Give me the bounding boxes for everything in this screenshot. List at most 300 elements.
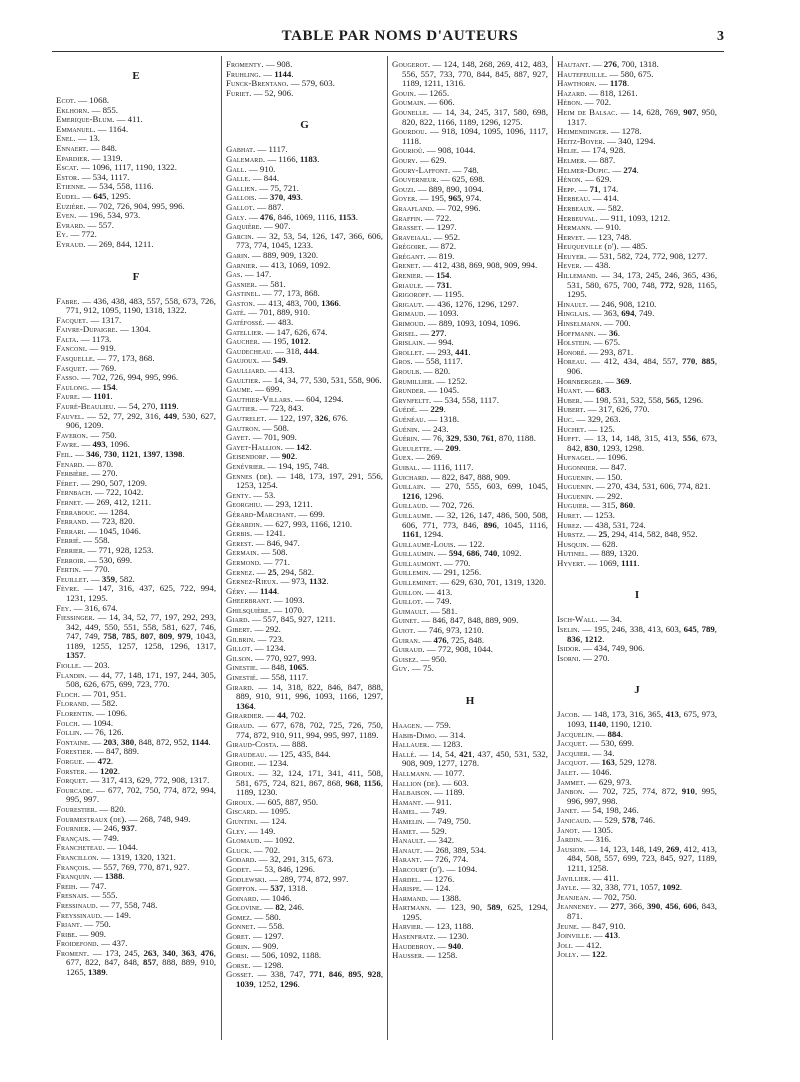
author-name: Genty. (226, 489, 252, 500)
page-refs: — 629, 630, 701, 1319, 1320. (440, 577, 546, 588)
page-refs: — 723. (257, 633, 284, 644)
author-name: Gérard-Marchant. (226, 508, 297, 519)
index-entry (392, 127, 548, 146)
page-refs: — 683. (585, 385, 612, 396)
page-refs: — 1258. (426, 950, 458, 961)
author-name: Hallé. (392, 748, 417, 759)
page-refs: — 34. (599, 614, 622, 625)
page-refs: — 476, 846, 1069, 1116, 1153. (249, 211, 358, 222)
author-name: Guillaume-Louis. (392, 538, 456, 549)
author-name: Hervet. (557, 231, 586, 242)
page-refs: — 534, 558, 1116. (88, 181, 154, 192)
author-name: Gluck. (226, 844, 252, 855)
bold-page-ref: 1357 (66, 650, 84, 661)
author-name: Gérardin. (226, 518, 263, 529)
author-name: Hurstz. (557, 529, 586, 540)
author-name: Hornberger. (557, 375, 603, 386)
author-name: Iselin. (557, 624, 580, 635)
page-refs: — 558, 1117. (260, 672, 309, 683)
page-refs: — 436, 1276, 1296, 1297. (426, 298, 519, 309)
bold-page-ref: 263 (143, 947, 157, 958)
page-refs: — 844. (252, 173, 280, 184)
page-refs: — 32, 291, 315, 673. (258, 854, 334, 865)
page-refs: — 485. (621, 241, 648, 252)
letter-heading: G (300, 119, 309, 132)
page-number: 3 (717, 29, 724, 44)
bold-page-ref: 36 (609, 327, 618, 338)
page-refs: — 44, 702. (266, 710, 306, 721)
page-refs: — 293, 441. (426, 346, 471, 357)
page-refs: — 122. (580, 949, 608, 960)
author-name: Froidefond. (56, 938, 99, 949)
page-refs: — 700. (604, 318, 631, 329)
author-name: Girardier. (226, 710, 264, 721)
bold-page-ref: 771 (309, 969, 323, 980)
author-name: Hartmann. (392, 902, 432, 913)
letter-heading: H (465, 695, 475, 707)
author-name: Harcourt (d'). (392, 863, 445, 874)
author-name: Gheerbrant. (226, 595, 272, 606)
author-name: Giroux. (226, 767, 255, 778)
bold-page-ref: 761 (481, 433, 495, 444)
bold-page-ref: 1121 (121, 449, 139, 459)
page-refs: — 1297. (425, 222, 457, 233)
page-refs: — 603. (442, 777, 469, 788)
author-name: Goret. (226, 931, 251, 942)
author-name: Euzière. (56, 200, 86, 211)
page-refs: — 124, 148, 268, 269, 412, 483, 556, 557, 733, 770, 844, 845, 887, 927, 1189, 1211, 1316. (402, 59, 548, 89)
page-refs: — 277. (420, 327, 447, 338)
page-refs: — 32, 53, 54, 126, 147, 366, 606, 773, 774, 1045, 1233. (236, 230, 383, 251)
page-refs: — 292. (254, 624, 281, 635)
bold-page-ref: 1216 (402, 490, 420, 501)
page-refs: — 292. (595, 490, 623, 501)
page-refs: — 848, 1065. (260, 662, 309, 673)
page-refs: — 1234. (254, 643, 286, 654)
page-refs: — 483. (266, 317, 294, 328)
bold-page-ref: 940 (448, 940, 462, 951)
bold-page-ref: 1144 (191, 736, 209, 747)
bold-page-ref: 1144 (274, 68, 292, 79)
page-refs: — 1068. (78, 95, 110, 105)
page-refs: — 1077. (433, 767, 465, 778)
bold-page-ref: 758 (103, 631, 117, 642)
author-name: Haudebroy. (392, 940, 435, 951)
bold-page-ref: 209 (445, 442, 459, 453)
index-entry (392, 482, 548, 501)
page-refs: — 1093. (427, 308, 459, 319)
author-name: Girodie. (226, 758, 256, 769)
page-refs: — 1297. (253, 931, 284, 942)
bold-page-ref: 910 (681, 786, 695, 797)
bold-page-ref: 274 (623, 164, 637, 175)
author-name: Fourestier. (56, 803, 98, 814)
author-name: Even. (56, 210, 77, 221)
author-name: Grislain. (392, 337, 426, 348)
page-refs: — 605, 887, 950. (256, 796, 319, 807)
bold-page-ref: 1132 (309, 576, 327, 587)
index-entry (557, 710, 717, 729)
author-name: Gas. (226, 269, 243, 280)
bold-page-ref: 122 (591, 949, 606, 960)
page-refs: — 14, 318, 822, 846, 847, 888, 889, 910, 911, 996, 1093, 1166, 1297, 1364. (236, 681, 384, 711)
author-name: Furiet. (226, 87, 252, 98)
page-refs: — 771. (263, 556, 290, 567)
page-refs: — 529, 578, 746. (593, 814, 656, 825)
author-name: Isch-Wall. (557, 614, 598, 625)
page-refs: — 1304. (119, 324, 151, 335)
author-name: Epardier. (56, 152, 90, 163)
author-name: Gueulette. (392, 442, 433, 453)
page-refs: — 291, 1256. (432, 567, 482, 578)
author-name: Goumain. (392, 97, 427, 108)
page-refs: — 911. (425, 796, 452, 807)
author-name: Isorni. (557, 652, 581, 663)
page-refs: — 77, 173, 868. (262, 288, 320, 299)
bold-page-ref: 1153 (338, 211, 356, 222)
page-refs: — 412. (575, 939, 602, 950)
author-name: Falta. (56, 333, 79, 344)
page-refs: — 1388. (93, 871, 125, 882)
author-name: Goiffon. (226, 883, 258, 894)
page-refs: — 558. (257, 921, 285, 932)
author-name: Ginestie. (226, 662, 259, 673)
author-name: Faivre-Dupaigre. (56, 324, 118, 335)
page-refs: — 1319, 1320, 1321. (101, 851, 176, 862)
page-refs: — 154. (425, 270, 452, 281)
page-refs: — 1044. (107, 842, 138, 853)
page-refs: — 1116, 1117. (421, 461, 474, 472)
author-name: Hanault. (392, 835, 426, 846)
page-refs: — 122. (458, 538, 485, 549)
author-name: Forquet. (56, 775, 89, 786)
author-name: Fontaine. (56, 736, 91, 747)
page-refs: — 82, 246. (264, 902, 304, 913)
author-name: Huc. (557, 413, 575, 424)
author-name: Janet. (557, 805, 580, 816)
page-refs: — 701, 951. (82, 688, 127, 699)
page-refs: — 268, 748, 949. (128, 813, 191, 824)
index-entry (557, 559, 717, 569)
author-name: Fresnais. (56, 890, 89, 901)
author-name: Gautier. (226, 403, 258, 414)
bold-page-ref: 71 (589, 183, 599, 194)
author-name: Gerbis. (226, 528, 253, 539)
author-name: Hermann. (557, 222, 593, 233)
bold-page-ref: 154 (436, 270, 450, 281)
author-name: Hinglais. (557, 308, 591, 319)
author-name: Hardel. (392, 873, 422, 884)
index-entry (557, 271, 717, 300)
page-refs: — 702, 726, 994, 995, 996. (81, 372, 179, 383)
author-name: Huguier. (557, 500, 590, 511)
page-refs: — 413, 483, 700, 1366. (257, 297, 341, 308)
author-name: Gayet. (226, 432, 251, 443)
author-name: Gauthier-Villars. (226, 393, 293, 404)
author-name: Hallmann. (392, 767, 432, 778)
author-name: Guillon. (392, 586, 424, 597)
page-refs: — 246, 908, 1210. (590, 298, 657, 309)
author-name: Grimaud. (392, 308, 426, 319)
author-name: Gaté. (226, 307, 247, 318)
bold-page-ref: 846 (328, 969, 342, 980)
page-refs: — 243. (422, 423, 449, 434)
page-refs: — 1173. (80, 333, 112, 344)
bold-page-ref: 549 (272, 355, 286, 366)
page-refs: — 731. (425, 279, 452, 290)
author-name: Forster. (56, 765, 87, 776)
author-name: Isidor. (557, 643, 581, 654)
index-entry (392, 511, 548, 540)
author-name: Eklhorn. (56, 104, 90, 115)
author-name: Grenier. (392, 270, 424, 281)
author-name: Joinville. (557, 930, 592, 941)
page-refs: — 772. (70, 229, 97, 240)
author-name: Gallot. (226, 201, 255, 212)
author-name: Galy. (226, 211, 247, 222)
page-refs: — 1045. (428, 385, 460, 396)
author-name: Freih. (56, 880, 78, 891)
page-refs: — 434, 749, 906. (583, 643, 645, 654)
page-refs: — 54, 198, 246. (581, 805, 639, 816)
bold-page-ref: 1156 (363, 777, 381, 788)
page-refs: — 195, 965, 974. (419, 193, 482, 204)
author-name: Fourmestraux (de). (56, 813, 127, 824)
page-refs: — 147, 316, 437, 625, 722, 994, 1231, 1295. (66, 583, 217, 603)
page-refs: — 558, 1117. (414, 356, 463, 367)
bold-page-ref: 730 (103, 449, 117, 459)
author-name: Husquin. (557, 538, 590, 549)
page-refs: — 908, 1044. (426, 145, 476, 156)
page-refs: — 438. (584, 260, 611, 271)
page-refs: — 1305. (582, 824, 613, 835)
page-refs: — 76, 126. (84, 727, 124, 738)
index-entry (392, 951, 548, 961)
bold-page-ref: 979 (177, 631, 191, 642)
page-refs: — 268, 389, 534. (424, 844, 487, 855)
author-name: Grollet. (392, 346, 425, 357)
page-refs: — 316. (584, 834, 611, 845)
bold-page-ref: 1161 (402, 529, 420, 540)
author-name: Francheteau. (56, 842, 105, 853)
page-refs: — 293, 871. (589, 346, 634, 357)
bold-page-ref: 476 (260, 211, 274, 222)
page-refs: — 14, 34, 52, 77, 197, 292, 293, 342, 449, 550, 551, 558, 581, 627, 746, 747, 749, 758, 785, 807, 809, 979, 1043, 1189, 1255, 1257, 1258, 1296, 1317, 1357. (66, 612, 217, 661)
author-name: Huguenin. (557, 481, 594, 492)
author-name: Horeau. (557, 356, 587, 367)
author-name: Jausion. (557, 843, 587, 854)
author-name: Jayle. (557, 882, 579, 893)
page-refs: — 149. (248, 825, 276, 836)
page-refs: — 506, 1092, 1188. (251, 950, 322, 961)
author-name: Girard. (226, 681, 254, 692)
author-name: Etienne. (56, 181, 87, 192)
page-refs: — 25, 294, 414, 582, 848, 952. (587, 529, 698, 540)
author-name: Guiran. (392, 634, 421, 645)
page-refs: — 148, 173, 197, 291, 556, 1253, 1254. (236, 470, 383, 491)
author-name: Guénin. (392, 423, 420, 434)
bold-page-ref: 154 (102, 381, 116, 392)
bold-page-ref: 785 (121, 631, 135, 642)
bold-page-ref: 968 (345, 777, 359, 788)
page-refs: — 677, 702, 750, 774, 872, 994, 995, 997. (66, 784, 216, 805)
bold-page-ref: 329 (446, 433, 460, 444)
author-name: Hamant. (392, 796, 424, 807)
page-refs: — 414. (592, 193, 619, 204)
page-refs: — 13. (77, 133, 100, 144)
author-name: Garcin. (226, 230, 254, 241)
index-entry (56, 671, 216, 690)
author-name: Gilbrin. (226, 633, 256, 644)
bold-page-ref: 1296 (280, 979, 298, 990)
bold-page-ref: 884 (607, 728, 621, 739)
author-name: Guimault. (392, 605, 429, 616)
author-name: Florentin. (56, 708, 95, 719)
page-refs: — 76, 329, 530, 761, 870, 1188. (421, 433, 536, 444)
author-name: Hébon. (557, 97, 583, 108)
page-refs: — 14, 34, 77, 530, 531, 558, 906. (262, 374, 382, 385)
author-name: Hamelin. (392, 815, 425, 826)
page-refs: — 910. (594, 222, 621, 233)
author-name: Hever. (557, 260, 582, 271)
index-entry (56, 584, 216, 603)
author-name: Giscard. (226, 806, 258, 817)
author-name: Jacquelin. (557, 728, 595, 739)
page-refs: — 952. (433, 231, 461, 242)
author-name: Gennes (de). (226, 470, 273, 481)
author-name: Hamel. (392, 806, 419, 817)
author-name: Grasset. (392, 222, 424, 233)
index-entry (557, 625, 717, 644)
page-refs: — 508. (262, 422, 289, 433)
author-name: Gall. (226, 163, 247, 174)
author-name: Grumillier. (392, 375, 435, 386)
author-name: Hufnagel. (557, 452, 595, 463)
author-name: Gros. (392, 356, 413, 367)
author-name: Harvier. (392, 921, 424, 932)
column-divider (552, 56, 553, 1040)
page-refs: — 269, 412, 1211. (85, 496, 152, 507)
page-refs: — 534, 558, 1117. (433, 394, 499, 405)
page-refs: — 1265. (418, 87, 450, 98)
author-name: Guilleminet. (392, 577, 439, 588)
author-name: Hazard. (557, 87, 587, 98)
author-name: Garnier. (226, 259, 258, 270)
page-refs: — 907. (263, 221, 291, 232)
author-name: Grenet. (392, 260, 421, 271)
page-refs: — 702, 750. (592, 891, 637, 902)
page-refs: — 702, 996. (436, 202, 481, 213)
author-name: Giraudeau. (226, 748, 267, 759)
author-name: Hautant. (557, 59, 591, 69)
author-name: Hallauer. (392, 739, 430, 750)
index-entry (557, 787, 717, 806)
bold-page-ref: 340 (162, 947, 176, 958)
bold-page-ref: 1389 (88, 967, 106, 978)
index-column-4 (557, 60, 717, 960)
author-name: Fournier. (56, 823, 91, 834)
page-refs: — 820. (99, 803, 126, 814)
author-name: Georghiu. (226, 499, 263, 510)
page-refs: — 1278. (610, 126, 642, 137)
page-refs: — 493, 1096. (81, 439, 130, 450)
bold-page-ref: 369 (616, 375, 630, 386)
bold-page-ref: 390 (647, 901, 661, 912)
bold-page-ref: 1398 (164, 449, 183, 459)
page-refs: — 627, 993, 1166, 1210. (264, 518, 353, 529)
author-name: Gley. (226, 825, 247, 836)
page-refs: — 855. (91, 104, 118, 115)
page-refs: — 701, 909. (252, 432, 297, 443)
bold-page-ref: 1140 (589, 719, 607, 730)
page-refs: — 889, 1320. (590, 548, 639, 559)
page-refs: — 1283. (431, 739, 463, 750)
page-refs: — 580. (254, 911, 281, 922)
author-name: Ey. (56, 229, 69, 240)
index-column-2 (226, 60, 383, 990)
page-refs: — 411. (592, 872, 619, 883)
author-name: Gaujoux. (226, 355, 260, 366)
bold-page-ref: 589 (487, 902, 501, 913)
author-name: Floch. (56, 688, 81, 699)
page-refs: — 1096, 1117, 1190, 1322. (81, 162, 177, 173)
author-name: Gabhat. (226, 144, 256, 155)
author-name: Fernet. (56, 496, 84, 507)
page-refs: — 910. (248, 163, 276, 174)
author-name: Janot. (557, 824, 580, 835)
author-name: Giroux. (226, 796, 255, 807)
letter-heading: F (132, 270, 140, 283)
page-refs: — 887. (257, 201, 284, 212)
page-refs: — 142. (285, 441, 312, 452)
page-refs: — 476, 725, 848. (422, 634, 485, 645)
bold-page-ref: 363 (181, 947, 195, 958)
page-refs: — 122, 197, 326, 676. (268, 413, 348, 423)
bold-page-ref: 476 (433, 634, 447, 645)
page-refs: — 1195. (433, 289, 464, 300)
bold-page-ref: 928 (367, 969, 381, 980)
page-refs: — 472. (86, 756, 114, 766)
page-refs: — 77, 558, 748. (100, 899, 158, 910)
letter-heading: I (634, 589, 640, 602)
page-refs: — 54, 270, 1119. (117, 401, 179, 412)
author-name: Gillot. (226, 643, 253, 654)
author-name: Galemard. (226, 153, 266, 164)
author-name: Jalet. (557, 767, 579, 777)
author-name: Goinard. (226, 892, 259, 903)
index-entry (392, 60, 548, 89)
bold-page-ref: 809 (158, 631, 173, 642)
index-entry (56, 786, 216, 805)
index-entry (56, 297, 216, 316)
page-refs: — 1046. (580, 767, 612, 777)
author-name: Hanaut. (392, 844, 423, 855)
page-refs: — 53, 846, 1296. (253, 863, 315, 874)
author-name: Flandin. (56, 669, 87, 680)
bold-page-ref: 449 (163, 410, 177, 421)
index-entry (226, 683, 383, 712)
author-name: Gatéfossé. (226, 317, 265, 328)
author-name: Ferrier. (56, 544, 86, 555)
page-refs: — 1298. (252, 959, 284, 970)
author-name: Fribe. (56, 928, 78, 939)
author-name: Hugonnier. (557, 461, 598, 472)
page-refs: — 555. (91, 890, 118, 901)
page-refs: — 436, 438, 483, 557, 558, 673, 726, 771, 912, 1095, 1190, 1318, 1322. (66, 295, 216, 316)
bold-page-ref: 1178 (609, 78, 627, 89)
index-entry (557, 950, 717, 960)
page-refs: — 203. (83, 660, 110, 671)
